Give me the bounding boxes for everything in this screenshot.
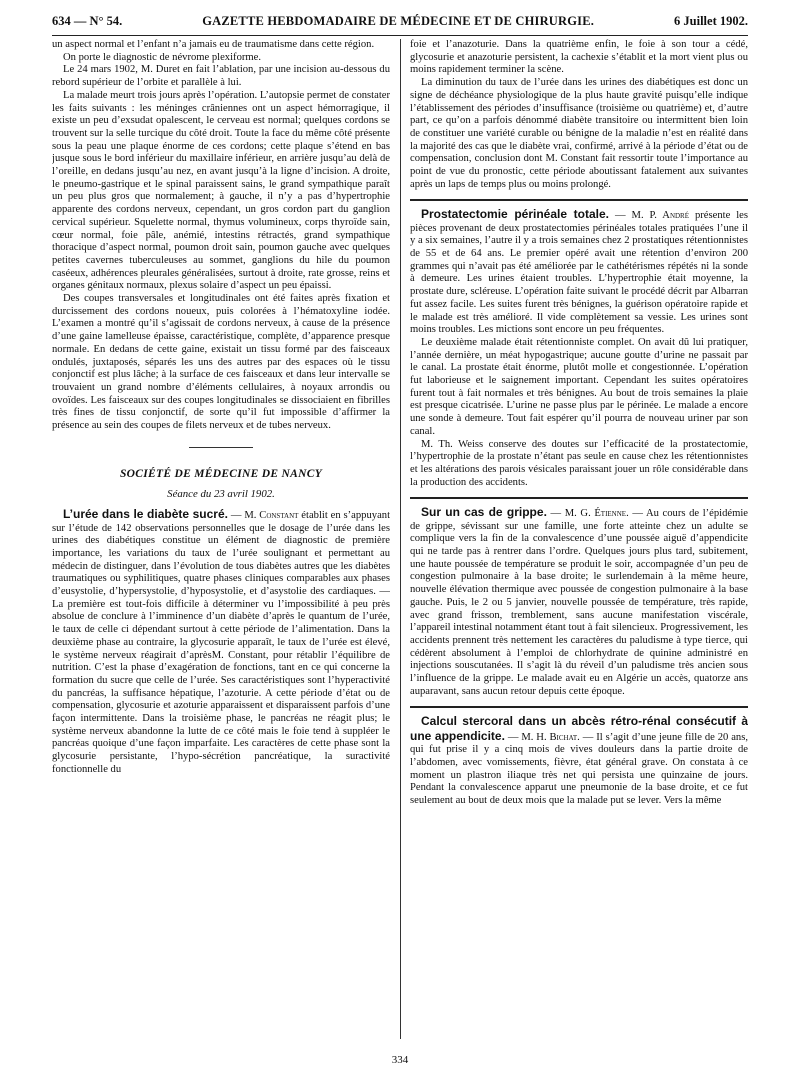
article-author: M. Constant xyxy=(244,509,299,521)
society-heading: SOCIÉTÉ DE MÉDECINE DE NANCY xyxy=(119,467,323,480)
article-author: M. H. Bichat xyxy=(521,731,578,743)
article-prostatectomie: Prostatectomie périnéale totale. — M. P. André présente les pièces provenant de deux prostatectomies périnéales totales pratiquées l’une il y a six semaines, l’autre il y a trois semaines chez 2 prostatiques rétentionnistes de 55 et de 64 ans. Le premier opéré avait une rétention d’environ 200 grammes qui n’avait pas été améliorée par le cathétérismes répétés ni la sonde à demeure. Les urines étaient troubles. L’hypertrophie était moyenne, la prostate dure, scléreuse. L’opération faite suivant le procédé décrit par Albarran fut assez facile. Les suites furent très bénignes, la guérison opératoire rapide et le malade est très amélioré. Il vide complètement sa vessie. Les urines sont moins troubles. Les mictions sont encore un peu fréquentes. xyxy=(410,206,748,336)
article-title: Prostatectomie périnéale totale. xyxy=(421,206,610,221)
article-rule xyxy=(410,497,748,499)
column-divider xyxy=(400,39,401,1039)
two-column-body xyxy=(52,39,748,1039)
article-title: Sur un cas de grippe. xyxy=(421,504,547,519)
article-title: Calcul stercoral dans un abcès rétro-rénal consécutif à une appendicite. xyxy=(410,713,748,743)
paragraph: un aspect normal et l’enfant n’a jamais eu de traumatisme dans cette région. xyxy=(52,39,375,50)
paragraph: Le 24 mars 1902, M. Duret en fait l’ablation, par une incision au-dessous du rebord supérieur de l’orbite et parallèle à lui. xyxy=(52,64,390,89)
journal-page xyxy=(52,14,748,1066)
paragraph: M. Th. Weiss conserve des doutes sur l’efficacité de la prostatectomie, l’hypertrophie de la prostate n’étant pas seule en cause chez les rétentionnistes et les altérations des parois vésicales paraissant jouer un rôle considérable dans la production des accidents. xyxy=(410,438,748,488)
article-author: M. G. Étienne xyxy=(564,507,627,519)
article-rule xyxy=(410,199,748,201)
article-calcul: Calcul stercoral dans un abcès rétro-rénal consécutif à une appendicite. — M. H. Bichat. — Il s’agit d’une jeune fille de 20 ans, qui fut prise il y a cinq mois de vives douleurs dans la partie droite de l’abdomen, avec vomissements, fièvre, état général grave. On constata à ce moment un plastron iliaque très net qui persista une quinzaine de jours. Pendant la convalescence apparut une pneumonie de la base droite, et ce fut seulement au bout de deux mois que la malade put se lever. Vers la même xyxy=(410,713,748,807)
article-title: L’urée dans le diabète sucré. xyxy=(63,506,228,521)
article-grippe: Sur un cas de grippe. — M. G. Étienne. — Au cours de l’épidémie de grippe, sévissant sur une famille, une forte atteinte chez un adulte se complique vers la fin de la convalescence d’une poussée aiguë d’appendicite qui ne tarde pas à rentrer dans l’ordre. Quelques jours plus tard, subitement, une haute poussée de température se produit le soir, accompagnée d’un peu de congestion pulmonaire à la base droite; le surlendemain à la même heure, nouvelle élévation thermique avec poussée de congestion pulmonaire à la base gauche. Puis, le 2 ou 5 janvier, nouvelle poussée de température, très rapide, avec grand frisson, tremblement, sans aucune manifestation viscérale, l’appareil intestinal notamment étant tout à fait silencieux. Progressivement, les accidents prennent très nettement les caractères du paludisme à type tierce, qui cédèrent absolument à l’emploi de chlorhydrate de quinine administré en injections souscutanées. Il s’agit là du réveil d’un paludisme très ancien sous l’influence de la grippe. Le malade avait eu en Algérie un accès, quatorze ans auparavant, sans aucun retour depuis cette époque. xyxy=(410,504,748,697)
section-separator xyxy=(189,447,253,448)
paragraph: foie et l’anazoturie. Dans la quatrième enfin, le foie à son tour a cédé, glycosurie et anazoturie persistent, la cachexie s’établit et la mort vient plus ou moins rapidement terminer la scène. xyxy=(410,39,748,76)
right-column xyxy=(410,39,748,1039)
paragraph: Des coupes transversales et longitudinales ont été faites après fixation et durcissement des cordons noueux, puis colorées à l’hématoxyline iodée. L’examen a montré qu’il s’agissait de cordons nerveux, à cause de la présence d’une gaine lamelleuse épaisse, caractéristique, complète, d’apparence presque normale. En dedans de cette gaine, existait un tissu formé par des faisceaux ondulés, juxtaposés, séparés les uns des autres par des espaces où le tissu conjonctif est plus lâche; à la surface de ces faisceaux et dans leur intervalle se trouvaient un grand nombre d’éléments cellulaires, à noyaux arrondis ou ovoïdes. Les faisceaux sur des coupes longitudinales se dissociaient en fibrilles très fines de tissu conjonctif, de sorte qu’il fut impossible d’affirmer la présence au sein des coupes de filets nerveux et de tubes nerveux. xyxy=(52,293,390,432)
article-uree xyxy=(52,508,390,777)
session-date: Séance du 23 avril 1902. xyxy=(167,487,275,500)
paragraph: La diminution du taux de l’urée dans les urines des diabétiques est donc un signe de déchéance physiologique de la plus haute gravité puisqu’elle indique l’établissement des périodes d’insuffisance (troisième ou quatrième) et, d’autre part, ce qu’on a parfois dénommé diabète transitoire ou intermittent bien loin de constituer une variété curable ou bénigne de la maladie n’est en réalité dans la majorité des cas que le diabète vrai, confirmé, arrivé à la période d’état ou de compensation, conclusion dont M. Constant fait ressortir toute l’importance au point de vue du pronostic, cette période aboutissant fatalement aux suivantes après un laps de temps plus ou moins prolongé. xyxy=(410,77,748,190)
article-text: . — Au cours de l’épidémie de grippe, sévissant sur une famille, une forte atteinte chez un adulte se complique vers la fin de la convalescence d’une poussée aiguë d’appendicite qui ne tarde pas à rentrer dans l’ordre. Quelques jours plus tard, subitement, une haute poussée de température se produit le soir, accompagnée d’un peu de congestion pulmonaire à la base droite; le surlendemain à la même heure, nouvelle élévation thermique avec poussée de congestion pulmonaire à la base gauche. Puis, le 2 ou 5 janvier, nouvelle poussée de température, très rapide, avec grand frisson, tremblement, sans aucune manifestation viscérale, l’appareil intestinal notamment étant tout à fait silencieux. Progressivement, les accidents prennent très nettement les caractères du paludisme à type tierce, qui cédèrent absolument à l’emploi de chlorhydrate de quinine administré en injections souscutanées. Il s’agit là du réveil d’un paludisme très ancien sous l’influence de la grippe. Le malade avait eu en Algérie un accès, quatorze ans auparavant, sans aucun retour depuis cette époque. xyxy=(410,507,748,697)
article-text: . — Il s’agit d’une jeune fille de 20 ans, qui fut prise il y a cinq mois de vives douleurs dans la partie droite de l’abdomen, avec vomissements, fièvre, état général grave. On constata à ce moment un plastron iliaque très net qui persista une quinzaine de jours. Pendant la convalescence apparut une pneumonie de la base droite, et ce fut seulement au bout de deux mois que la malade put se lever. Vers la même xyxy=(410,731,748,807)
page-reference: 634 — N° 54. xyxy=(52,14,123,28)
paragraph: Le deuxième malade était rétentionniste complet. On avait dû lui pratiquer, l’année dernière, un méat hypogastrique; aucune goutte d’urine ne passait par le canal. La prostate était énorme, plutôt molle et congestionnée. L’opération fut laborieuse et le saignement important. Cependant les suites opératoires furent tout à fait normales et très bénignes. Au bout de trois semaines la plaie est presque cicatrisée. L’urine ne passe plus par le périnée. Le malade a encore une sonde à demeure. Tout fait espérer qu’il pourra de nouveau uriner par son canal. xyxy=(410,336,748,437)
paragraph: On porte le diagnostic de névrome plexiforme. xyxy=(63,51,261,63)
article-author: M. P. André xyxy=(631,209,690,221)
paragraph: La malade meurt trois jours après l’opération. L’autopsie permet de constater les faits suivants : les méninges crâniennes ont un aspect hémorragique, il existe un peu d’exsudat opalescent, le cerveau est normal; quelques cordons se trouvent sur la selle turcique du côté droit. Toute la face du même côté présente sous la peau une plaque énorme de ces cordons; cette plaque s’étend en bas jusque sous le bord inférieur du maxillaire inférieur, en arrière jusqu’au delà de l’oreille, en dedans jusqu’au nez, en avant jusqu’à la ligne d’incision. A droite, le pneumo-gastrique et le spinal paraissent sains, le grand sympathique paraît un peu plus gros que normalement; à gauche, il n’y a pas d’hypertrophie apparente des cordons nerveux, cependant, un gros cordon part du ganglion cervical supérieur. Squelette normal, thymus volumineux, corps thyroïde sain, cœur normal, foie pâle, anémié, intestins rétractés, grand sympathique thoracique d’aspect normal, poumon droit sain, poumon gauche avec quelques petites cavernes tuberculeuses au sommet, ganglions du hile du poumon caséeux, adhérences pleurales généralisées, surtout à droite, rate grosse, reins et organes génitaux normaux, plexus solaire d’aspect un peu épaissi. xyxy=(52,89,390,292)
article-text: présente les pièces provenant de deux prostatectomies périnéales totales pratiquées l’une il y a six semaines, l’autre il y a trois semaines chez 2 prostatiques rétentionnistes de 55 et de 64 ans. Le premier opéré avait une rétention d’environ 200 grammes qui n’avait pas été améliorée par le cathétérismes répétés ni la sonde à demeure. Les urines étaient troubles. L’hypertrophie était moyenne, la prostate dure, scléreuse. L’opération faite suivant le procédé décrit par Albarran fut assez facile. Les suites furent très bénignes, la guérison opératoire rapide et le malade est très amélioré. Il vide complètement sa vessie. Les urines sont moins troubles. Les mictions sont encore un peu fréquentes. xyxy=(410,209,748,336)
article-text: établit en s’appuyant sur l’étude de 142 observations personnelles que le dosage de l’urée dans les urines des diabétiques constitue un élément de diagnostic de première importance, les variations du taux de l’urée soulignant et permettant au médecin de distinguer, dans l’évolution de tous diabètes autres que les diabètes traumatiques ou syphilitiques, quatre phases cliniques comparables aux phases d’eusystolie, d’hypersystolie, d’hyposystolie, et d’asystolie des cardiaques. — La première est tout-fois difficile à déterminer vu l’impossibilité à peu près absolue de conclure à l’imminence d’un diabète d’après le quantum de l’urée, le taux de celle ci dépendant surtout à cette période de l’alimentation. Dans la deuxième phase au contraire, la glycosurie apparaît, le taux de l’urée est élevé, le système nerveux réagirait d’aprèsM. Constant, pour rétablir l’équilibre de nutrition. C’est la phase d’exagération de fonctions, tant en ce qui concerne la formation du sucre que celle de l’urée. Ses caractéristiques sont l’hyperactivité du pancréas, la suffisance hépatique, l’azoturie. A cette période d’état ou de compensation, glycosurie et azoturie apparaissent et disparaissent parfois d’une façon intermittente. Dans la troisième phase, le pancréas ne réagit plus; le système nerveux abandonne la lutte de ce côté mais le foie tend à suppléer le pancréas quoique d’une façon imparfaite. Les caractères de cette phase sont la glycosurie persistante, l’hypo-sécrétion pancréatique, la suractivité fonctionnelle du xyxy=(52,509,390,775)
dash: — xyxy=(227,509,245,521)
issue-date: 6 Juillet 1902. xyxy=(674,14,748,28)
left-column xyxy=(52,39,390,1039)
running-header xyxy=(52,14,748,36)
article-rule xyxy=(410,706,748,708)
journal-title: GAZETTE HEBDOMADAIRE DE MÉDECINE ET DE CHIRURGIE. xyxy=(202,14,595,28)
page-number: 334 xyxy=(391,1054,409,1066)
